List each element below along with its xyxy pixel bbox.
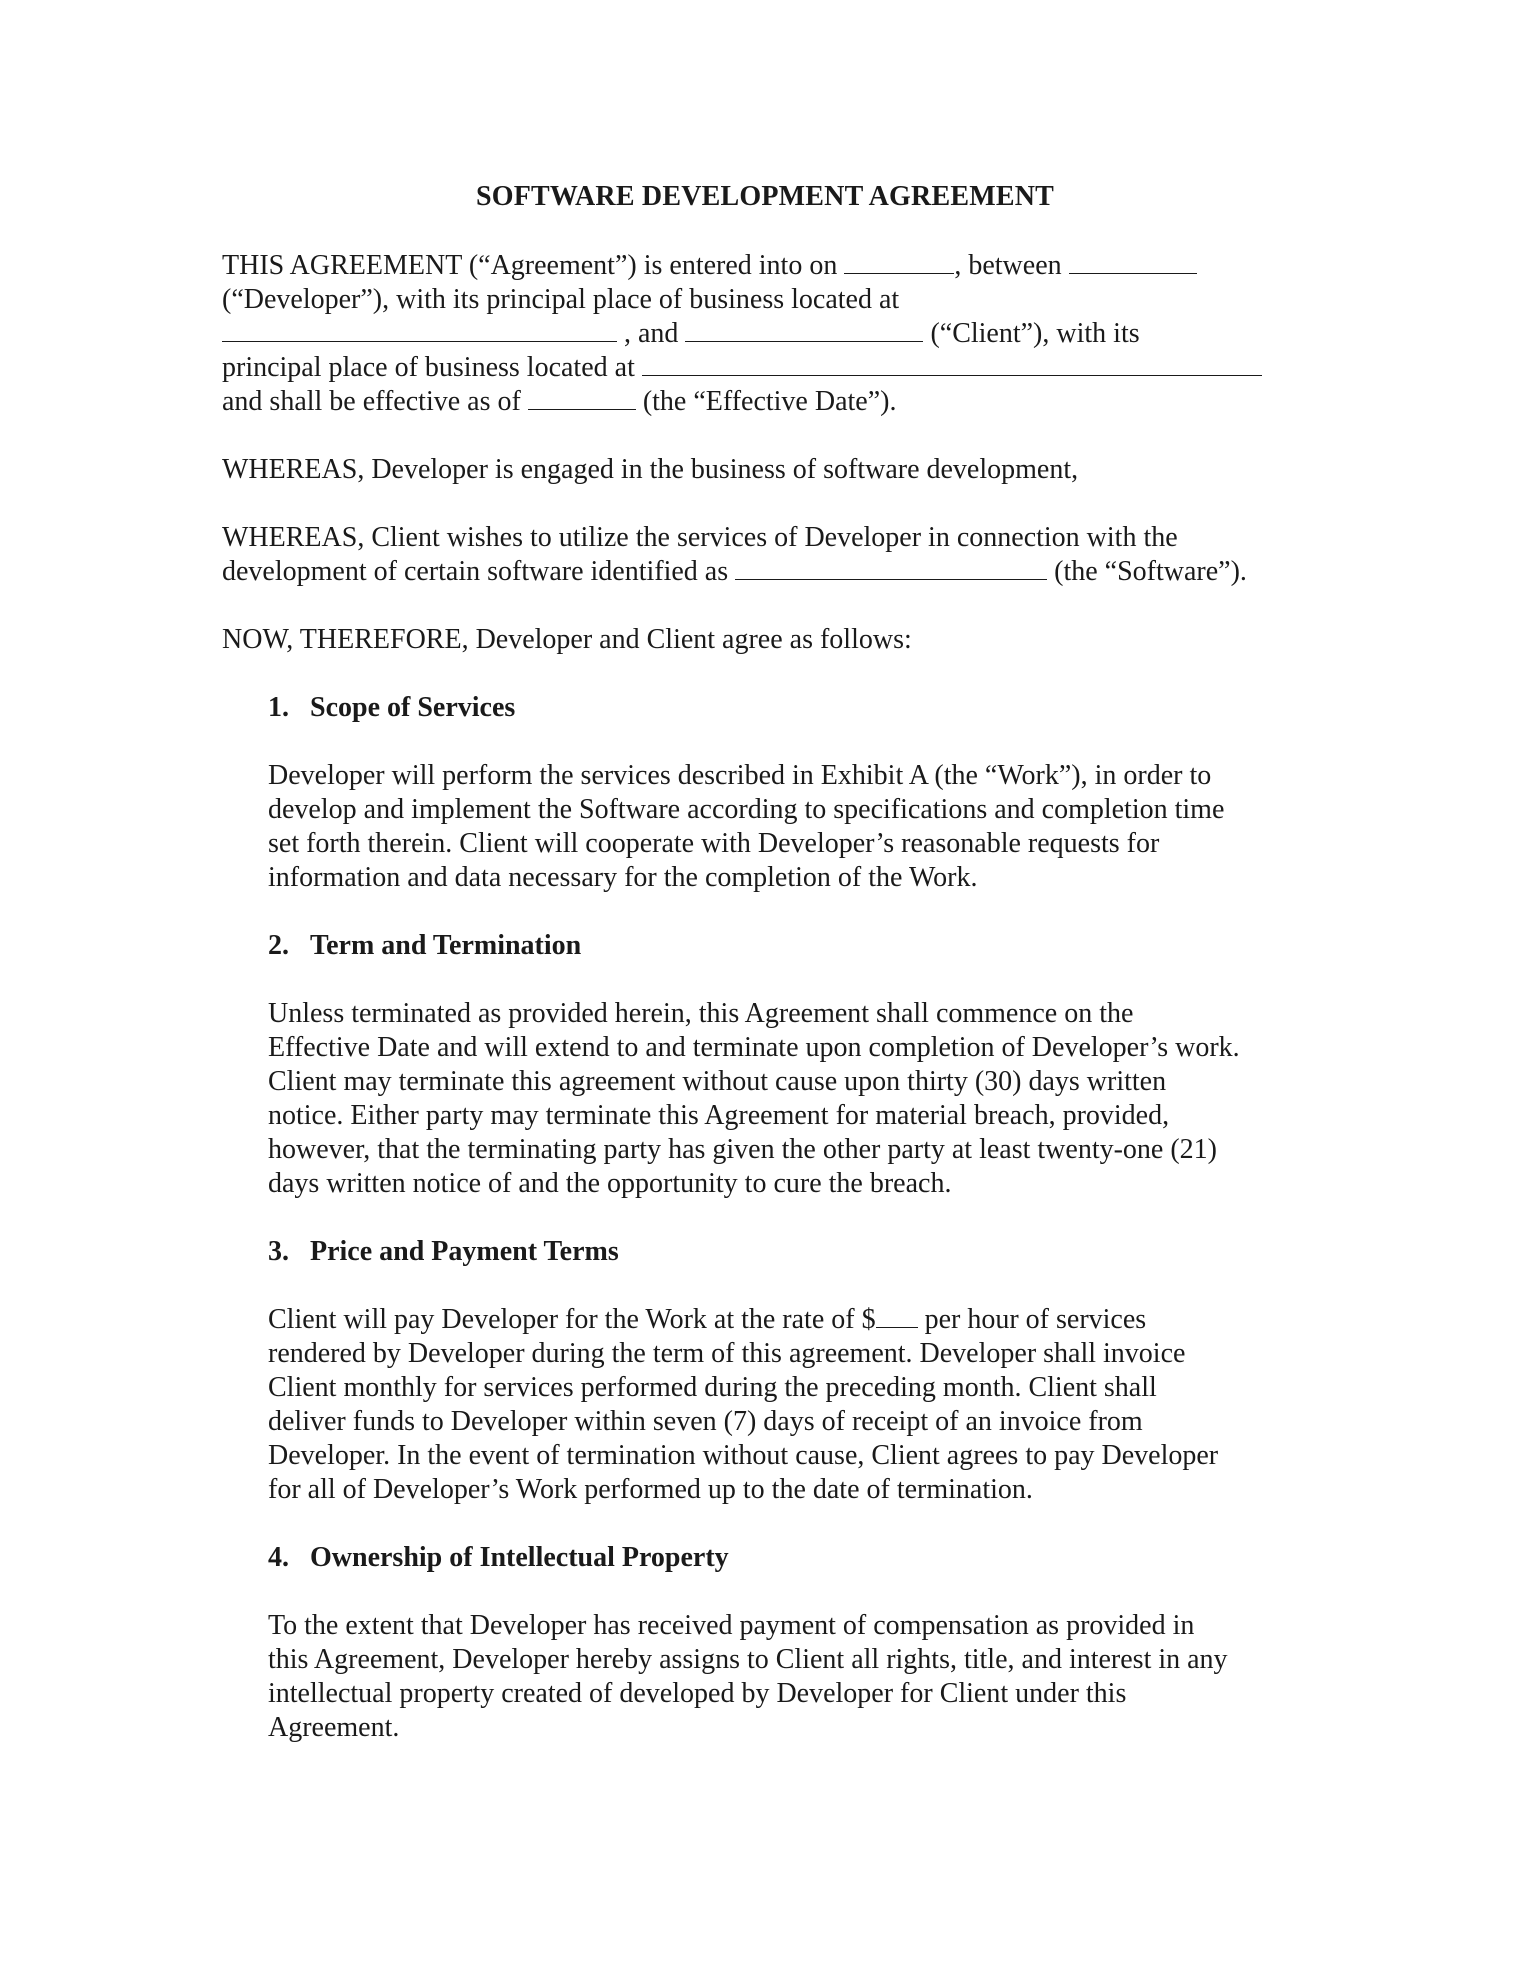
section-1-heading: 1. Scope of Services <box>268 692 516 723</box>
section-4-heading: 4. Ownership of Intellectual Property <box>268 1542 729 1573</box>
client-address-blank <box>642 351 1262 376</box>
section-3-body: Client will pay Developer for the Work at the rate of $ per hour of services rendered by Developer during the term of this agreement. Developer shall invoice Client monthly for services performed during the preceding month. Client shall deliver funds to Developer within seven (7) days of receipt of an invoice from Developer. In the event of termination without cause, Client agrees to pay Developer for all of Developer’s Work performed up to the date of termination. <box>268 1303 1328 1507</box>
client-name-blank <box>685 317 923 342</box>
software-name-blank <box>735 555 1047 580</box>
section-2-heading: 2. Term and Termination <box>268 930 582 961</box>
intro-line-3: , and (“Client”), with its <box>222 317 1140 351</box>
effective-date-blank <box>528 385 636 410</box>
developer-address-blank <box>222 317 617 342</box>
document-title: SOFTWARE DEVELOPMENT AGREEMENT <box>475 181 1055 212</box>
intro-line-1: THIS AGREEMENT (“Agreement”) is entered into on , between <box>222 249 1197 283</box>
developer-name-blank <box>1069 249 1197 274</box>
whereas-2-line-1: WHEREAS, Client wishes to utilize the services of Developer in connection with the <box>222 522 1178 553</box>
intro-line-4: principal place of business located at <box>222 351 1262 385</box>
intro-line-2: (“Developer”), with its principal place of business located at <box>222 284 900 315</box>
intro-line-5: and shall be effective as of (the “Effective Date”). <box>222 386 897 417</box>
whereas-1: WHEREAS, Developer is engaged in the business of software development, <box>222 454 1079 485</box>
now-therefore: NOW, THEREFORE, Developer and Client agree as follows: <box>222 624 912 655</box>
section-2-body: Unless terminated as provided herein, this Agreement shall commence on the Effective Date and will extend to and terminate upon completion of Developer’s work. Client may terminate this agreement without cause upon thirty (30) days written notice. Either party may terminate this Agreement for material breach, provided, however, that the terminating party has given the other party at least twenty-one (21) days written notice of and the opportunity to cure the breach. <box>268 998 1240 1199</box>
whereas-2-line-2: development of certain software identified as (the “Software”). <box>222 556 1247 587</box>
agreement-date-blank <box>844 249 954 274</box>
section-4-body: To the extent that Developer has received payment of compensation as provided in this Agreement, Developer hereby assigns to Client all rights, title, and interest in any intellectual property created of developed by Developer for Client under this Agreement. <box>268 1610 1228 1743</box>
section-1-body: Developer will perform the services described in Exhibit A (the “Work”), in order to develop and implement the Software according to specifications and completion time set forth therein. Client will cooperate with Developer’s reasonable requests for information and data necessary for the completion of the Work. <box>268 760 1225 893</box>
hourly-rate-blank <box>876 1303 918 1328</box>
section-3-heading: 3. Price and Payment Terms <box>268 1236 619 1267</box>
rate-line: Client will pay Developer for the Work at the rate of $ per hour of services <box>268 1304 1147 1335</box>
